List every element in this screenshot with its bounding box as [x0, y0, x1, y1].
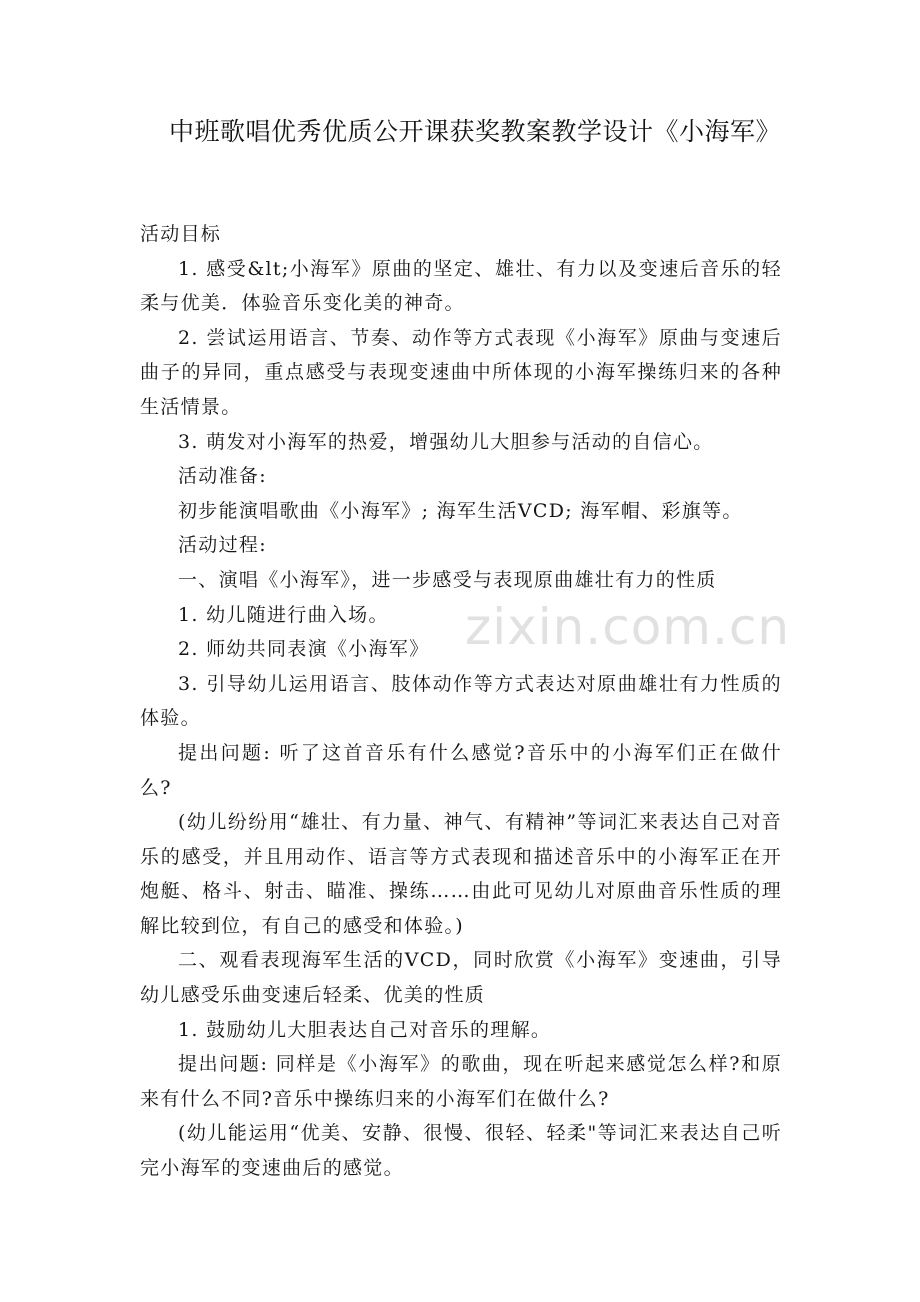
- children-response-1: (幼儿纷纷用“雄壮、有力量、神气、有精神”等词汇来表达自己对音乐的感受，并且用动作、语言等方式表现和描述音乐中的小海军正在开炮艇、格斗、射击、瞄准、操练……由此可见幼儿对原曲音乐性质的理解比较到位，有自己的感受和体验。): [140, 811, 782, 937]
- process-step-2: 2. 师幼共同表演《小海军》: [178, 638, 430, 661]
- watermark: zixin.com.cn: [465, 598, 791, 656]
- section-heading-process: 活动过程:: [178, 534, 267, 557]
- document-body: [140, 217, 782, 1186]
- goal-item-2: 2. 尝试运用语言、节奏、动作等方式表现《小海军》原曲与变速后曲子的异同，重点感受与表现变速曲中所体现的小海军操练归来的各种生活情景。: [140, 326, 782, 418]
- document-title: 中班歌唱优秀优质公开课获奖教案教学设计《小海军》: [168, 117, 781, 146]
- goal-item-1: 1. 感受&lt;小海军》原曲的坚定、雄壮、有力以及变速后音乐的轻柔与优美．体验音乐变化美的神奇。: [140, 257, 782, 315]
- process-step-3: 3. 引导幼儿运用语言、肢体动作等方式表达对原曲雄壮有力性质的体验。: [140, 672, 782, 730]
- process-part-2-step-1: 1. 鼓励幼儿大胆表达自己对音乐的理解。: [178, 1018, 552, 1041]
- section-heading-goals: 活动目标: [140, 223, 222, 245]
- process-step-1: 1. 幼儿随进行曲入场。: [178, 603, 389, 626]
- children-response-2: (幼儿能运用“优美、安静、很慢、很轻、轻柔"等词汇来表达自己听完小海军的变速曲后的感觉。: [140, 1122, 782, 1180]
- section-heading-preparation: 活动准备:: [178, 465, 267, 488]
- process-part-2-heading: 二、观看表现海军生活的VCD，同时欣赏《小海军》变速曲，引导幼儿感受乐曲变速后轻柔、优美的性质: [140, 949, 782, 1007]
- goal-item-3: 3. 萌发对小海军的热爱，增强幼儿大胆参与活动的自信心。: [178, 430, 714, 453]
- preparation-text: 初步能演唱歌曲《小海军》; 海军生活VCD; 海军帽、彩旗等。: [178, 499, 743, 522]
- question-1: 提出问题: 听了这首音乐有什么感觉?音乐中的小海军们正在做什么?: [140, 741, 782, 799]
- process-part-1-heading: 一、演唱《小海军》，进一步感受与表现原曲雄壮有力的性质: [178, 568, 717, 591]
- question-2: 提出问题: 同样是《小海军》的歌曲，现在听起来感觉怎么样?和原来有什么不同?音乐中操练归来的小海军们在做什么?: [140, 1053, 782, 1110]
